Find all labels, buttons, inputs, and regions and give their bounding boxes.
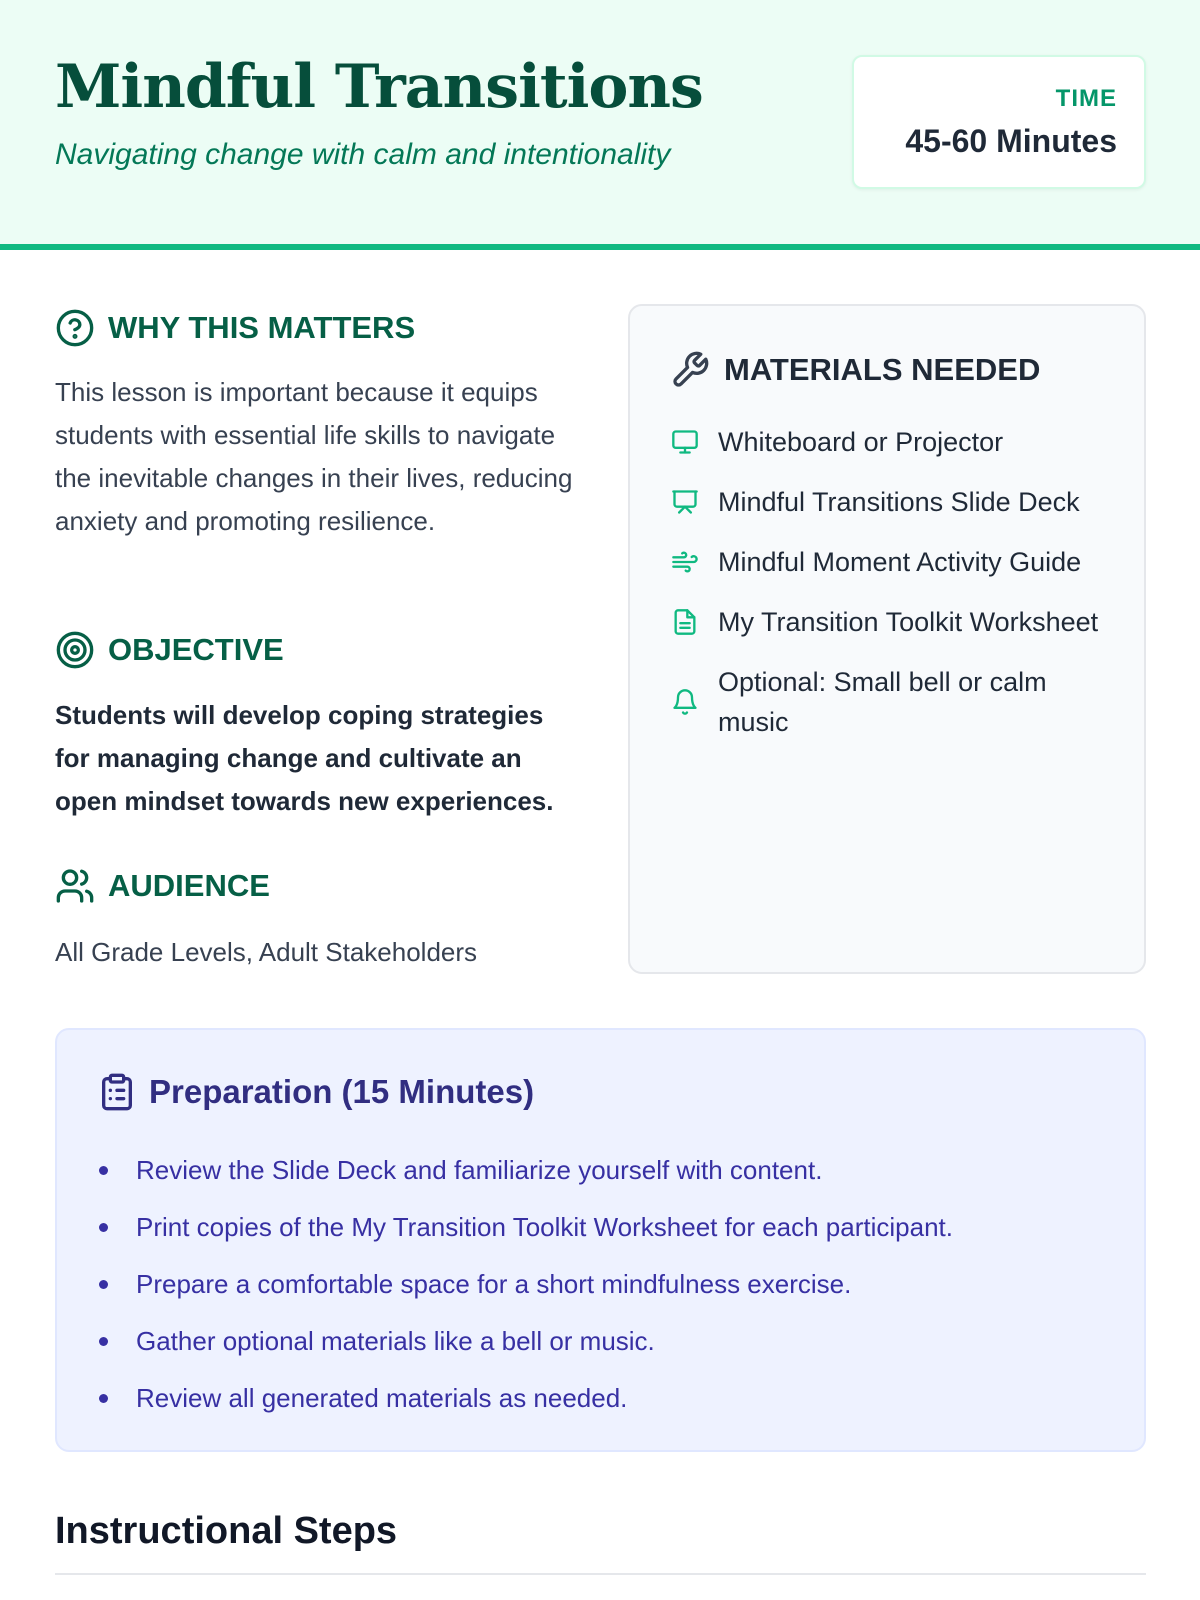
page-title: Mindful Transitions bbox=[55, 52, 703, 122]
bullet bbox=[99, 1337, 108, 1346]
material-label: My Transition Toolkit Worksheet bbox=[718, 607, 1099, 637]
list-item bbox=[670, 482, 1120, 522]
prep-item-text: Review all generated materials as needed. bbox=[136, 1383, 628, 1413]
wrench-icon bbox=[670, 350, 710, 390]
wind-icon bbox=[670, 547, 700, 577]
prep-item-text: Review the Slide Deck and familiarize yourself with content. bbox=[136, 1155, 823, 1185]
bullet bbox=[99, 1394, 108, 1403]
time-card bbox=[852, 55, 1146, 189]
time-label: TIME bbox=[1055, 85, 1117, 112]
list-item bbox=[97, 1199, 953, 1256]
list-item bbox=[97, 1256, 953, 1313]
list-item bbox=[97, 1142, 953, 1199]
document-icon bbox=[670, 607, 700, 637]
prep-item-text: Print copies of the My Transition Toolkit Worksheet for each participant. bbox=[136, 1212, 953, 1242]
bullet bbox=[99, 1166, 108, 1175]
bullet bbox=[99, 1223, 108, 1232]
prep-item-text: Prepare a comfortable space for a short mindfulness exercise. bbox=[136, 1269, 852, 1299]
objective-body: Students will develop coping strategies for managing change and cultivate an open mindset towards new experiences. bbox=[55, 700, 554, 816]
audience-section-heading bbox=[55, 866, 270, 906]
target-icon bbox=[55, 630, 95, 670]
material-label: Whiteboard or Projector bbox=[718, 427, 1004, 457]
list-item bbox=[97, 1313, 953, 1370]
list-item bbox=[670, 602, 1120, 642]
list-item bbox=[670, 422, 1120, 462]
why-section-heading bbox=[55, 308, 415, 348]
preparation-list bbox=[97, 1142, 953, 1427]
audience-body: All Grade Levels, Adult Stakeholders bbox=[55, 937, 478, 967]
divider bbox=[55, 1573, 1146, 1575]
preparation-heading-row bbox=[97, 1072, 534, 1112]
why-body: This lesson is important because it equips students with essential life skills to navigate the inevitable changes in their lives, reducing anxiety and promoting resilience. bbox=[55, 377, 573, 536]
page-subtitle: Navigating change with calm and intentionality bbox=[55, 138, 671, 171]
list-item bbox=[97, 1370, 953, 1427]
steps-heading: Instructional Steps bbox=[55, 1510, 398, 1552]
time-value: 45-60 Minutes bbox=[905, 123, 1117, 159]
materials-panel bbox=[628, 304, 1146, 974]
material-label: Optional: Small bell or calm music bbox=[718, 667, 1047, 737]
clipboard-list-icon bbox=[97, 1072, 137, 1112]
material-label: Mindful Moment Activity Guide bbox=[718, 547, 1082, 577]
objective-heading: OBJECTIVE bbox=[108, 632, 284, 667]
monitor-icon bbox=[670, 427, 700, 457]
materials-list bbox=[670, 422, 1120, 762]
question-circle-icon bbox=[55, 308, 95, 348]
prep-item-text: Gather optional materials like a bell or music. bbox=[136, 1326, 655, 1356]
audience-heading: AUDIENCE bbox=[108, 868, 270, 903]
materials-heading-row bbox=[670, 350, 1040, 390]
why-heading: WHY THIS MATTERS bbox=[108, 310, 416, 345]
list-item bbox=[670, 662, 1120, 742]
preparation-heading: Preparation (15 Minutes) bbox=[149, 1073, 535, 1110]
preparation-panel bbox=[55, 1028, 1146, 1452]
material-label: Mindful Transitions Slide Deck bbox=[718, 487, 1080, 517]
objective-section-heading bbox=[55, 630, 284, 670]
bullet bbox=[99, 1280, 108, 1289]
list-item bbox=[670, 542, 1120, 582]
users-icon bbox=[55, 866, 95, 906]
presentation-icon bbox=[670, 487, 700, 517]
bell-icon bbox=[670, 687, 700, 717]
lesson-header bbox=[0, 0, 1200, 250]
materials-heading: MATERIALS NEEDED bbox=[724, 352, 1041, 387]
